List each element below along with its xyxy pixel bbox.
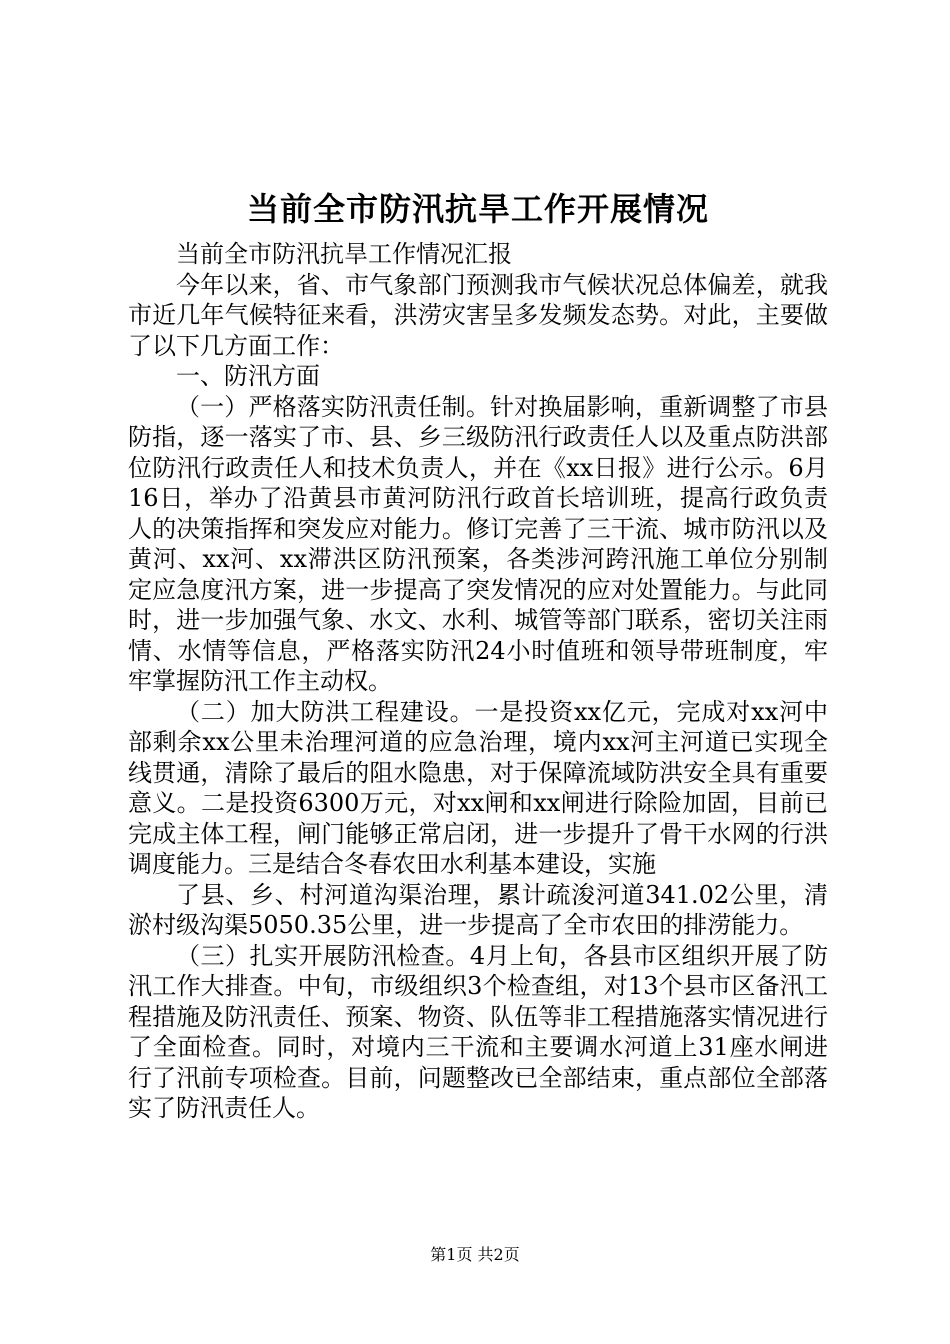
paragraph-responsibility: （一）严格落实防汛责任制。针对换届影响，重新调整了市县防指，逐一落实了市、县、乡三级防汛行政责任人以及重点防洪部位防汛行政责任人和技术负责人，并在《xx日报》进行公示。6月16日，举办了沿黄县市黄河防汛行政首长培训班，提高行政负责人的决策指挥和突发应对能力。修订完善了三干流、城市防汛以及黄河、xx河、xx滞洪区防汛预案，各类涉河跨汛施工单位分别制定应急度汛方案，进一步提高了突发情况的应对处置能力。与此同时，进一步加强气象、水文、水利、城管等部门联系，密切关注雨情、水情等信息，严格落实防汛24小时值班和领导带班制度，牢牢掌握防汛工作主动权。 [128,392,828,695]
intro-paragraph: 今年以来，省、市气象部门预测我市气候状况总体偏差，就我市近几年气候特征来看，洪涝灾害呈多发频发态势。对此，主要做了以下几方面工作： [128,270,828,360]
document-body [128,239,828,1124]
document-page [128,183,828,1124]
subtitle-paragraph: 当前全市防汛抗旱工作情况汇报 [176,240,512,268]
paragraph-construction: （二）加大防洪工程建设。一是投资xx亿元，完成对xx河中部剩余xx公里未治理河道的应急治理，境内xx河主河道已实现全线贯通，清除了最后的阻水隐患，对于保障流域防洪安全具有重要意义。二是投资6300万元，对xx闸和xx闸进行除险加固，目前已完成主体工程，闸门能够正常启闭，进一步提升了骨干水网的行洪调度能力。三是结合冬春农田水利基本建设，实施 [128,697,828,878]
page-footer: 第1页 共2页 [430,1245,520,1264]
paragraph-inspection: （三）扎实开展防汛检查。4月上旬，各县市区组织开展了防汛工作大排查。中旬，市级组织3个检查组，对13个县市区备汛工程措施及防汛责任、预案、物资、队伍等非工程措施落实情况进行了全面检查。同时，对境内三干流和主要调水河道上31座水闸进行了汛前专项检查。目前，问题整改已全部结束，重点部位全部落实了防汛责任人。 [128,941,828,1122]
document-title: 当前全市防汛抗旱工作开展情况 [246,190,709,228]
section-heading: 一、防汛方面 [176,362,320,390]
paragraph-construction-cont: 了县、乡、村河道沟渠治理，累计疏浚河道341.02公里，清淤村级沟渠5050.35公里，进一步提高了全市农田的排涝能力。 [128,880,828,939]
